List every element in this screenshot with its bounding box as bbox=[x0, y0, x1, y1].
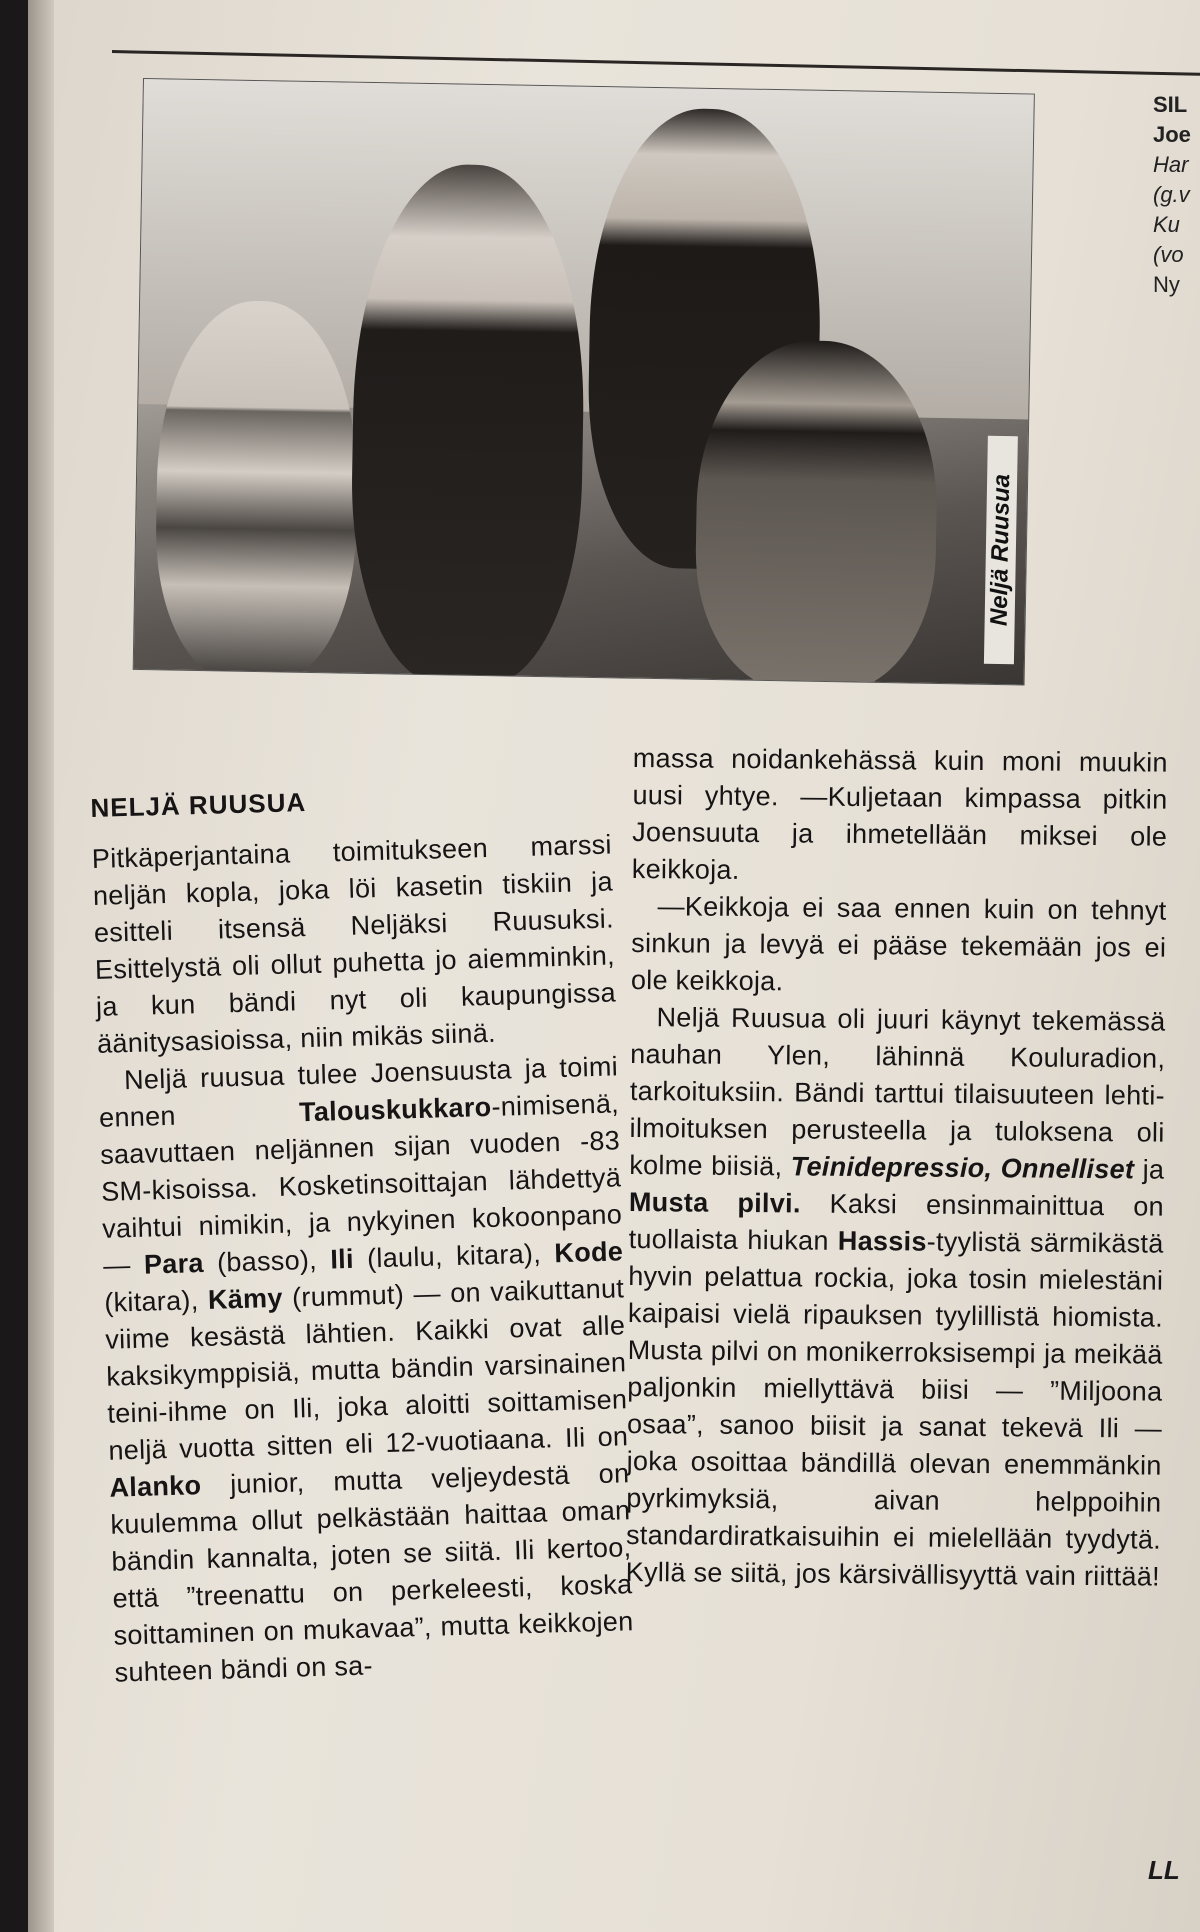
author-signature: LL bbox=[1148, 1855, 1180, 1885]
paragraph: massa noidankehässä kuin moni muukin uusi yhtye. —Kuljetaan kimpassa pitkin Joensuuta ja ihmetellään miksei ole keikkoja. bbox=[631, 742, 1168, 885]
fragment-line: Joe bbox=[1153, 122, 1191, 147]
paragraph: Pitkäperjantaina toimitukseen marssi neljän kopla, joka löi kasetin tiskiin ja esitteli itsensä Neljäksi Ruusuksi. Esittelystä oli ollut puhetta jo aiemminkin, ja kun bändi nyt oli kaupungissa äänitysasioissa, niin mikäs siinä. bbox=[91, 829, 617, 1059]
paragraph: Neljä ruusua tulee Joensuusta ja toimi ennen Talouskukkaro-nimisenä, saavuttaen neljännen sijan vuoden -83 SM-kisoissa. Kosketinsoittajan lähdettyä vaihtui nimikin, ja nykyinen kokoonpano — Para (basso), Ili (laulu, kitara), Kode (kitara), Kämy (rummut) — on vaikuttanut viime kesästä lähtien. Kaikki ovat alle kaksikymppisiä, mutta bändin varsinainen teini-ihme on Ili, joka aloitti soittamisen neljä vuotta sitten eli 12-vuotiaana. Ili on Alanko junior, mutta veljeydestä on kuulemma ollut pelkästään haittaa oman bändin kannalta, joten se siitä. Ili kertoo, että ”treenattu on perkeleesti, koska soittaminen on mukavaa”, mutta keikkojen suhteen bändi on sa- bbox=[98, 1051, 634, 1688]
fragment-line: Ny bbox=[1153, 272, 1180, 297]
top-rule bbox=[112, 50, 1200, 76]
fragment-line: Har bbox=[1153, 152, 1189, 177]
fragment-line: (vo bbox=[1153, 242, 1184, 267]
fragment-line: SIL bbox=[1153, 92, 1188, 117]
article-heading: NELJÄ RUUSUA bbox=[90, 786, 307, 823]
person-right-front bbox=[693, 339, 939, 686]
article-column-left bbox=[90, 775, 635, 1691]
person-left bbox=[154, 299, 361, 682]
article-column-right bbox=[626, 740, 1168, 1596]
adjacent-column-fragment bbox=[1153, 90, 1200, 300]
paragraph: Neljä Ruusua oli juuri käynyt tekemässä nauhan Ylen, lähinnä Kouluradion, tarkoituksiin. Bändi tarttui tilaisuuteen lehti-ilmoituksen perusteella ja tuloksena oli kolme biisiä, Teinidepressio, Onnelliset ja Musta pilvi. Kaksi ensinmainittua on tuollaista hiukan Hassis-tyylistä särmikästä hyvin pelattua rockia, joka tosin mielestäni kaipaisi vielä ripauksen tyylillistä hiomista. Musta pilvi on monikerroksisempi ja meikää paljonkin miellyttävä biisi — ”Miljoona osaa”, sanoo biisit ja sanat tekevä Ili — joka osoittaa bändillä olevan enemmänkin pyrkimyksiä, aivan helppoihin standardiratkaisuihin ei mielellään tyydytä. Kyllä se siitä, jos kärsivällisyyttä vain riittää! bbox=[625, 1002, 1166, 1592]
photo-credit: Neljä Ruusua bbox=[984, 436, 1018, 664]
page-spine bbox=[28, 0, 54, 1932]
magazine-page bbox=[28, 0, 1200, 1932]
fragment-line: Ku bbox=[1153, 212, 1180, 237]
fragment-line: (g.v bbox=[1153, 182, 1190, 207]
band-photo bbox=[133, 78, 1035, 685]
paragraph: —Keikkoja ei saa ennen kuin on tehnyt sinkun ja levyä ei pääse tekemään jos ei ole keikkoja. bbox=[630, 891, 1167, 997]
